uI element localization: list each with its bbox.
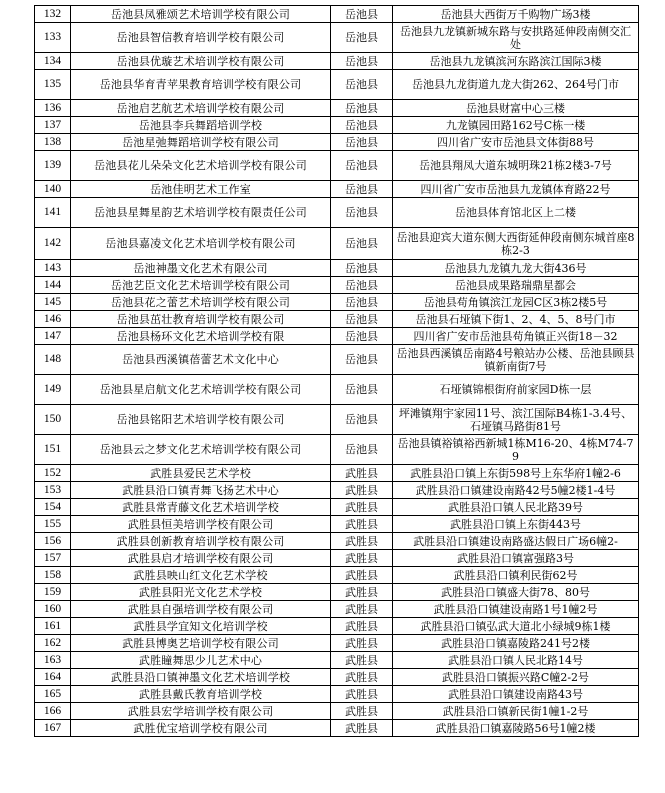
row-number: 139 (35, 151, 71, 181)
table-row (35, 198, 639, 228)
county-name: 岳池县 (331, 311, 393, 328)
row-number: 134 (35, 53, 71, 70)
row-number: 161 (35, 618, 71, 635)
institution-name: 岳池县西溪镇蓓蕾艺术文化中心 (71, 345, 331, 375)
row-number: 148 (35, 345, 71, 375)
address: 武胜县沿口镇弘武大道北小绿城9栋1楼 (393, 618, 639, 635)
row-number: 160 (35, 601, 71, 618)
address: 九龙镇园田路162号C栋一楼 (393, 117, 639, 134)
institution-name: 武胜优宝培训学校有限公司 (71, 720, 331, 737)
row-number: 156 (35, 533, 71, 550)
county-name: 武胜县 (331, 584, 393, 601)
institution-name: 岳池县凤雅颂艺术培训学校有限公司 (71, 6, 331, 23)
table-row (35, 277, 639, 294)
county-name: 岳池县 (331, 328, 393, 345)
institution-name: 武胜县映山红文化艺术学校 (71, 567, 331, 584)
institution-name: 岳池县嘉凌文化艺术培训学校有限公司 (71, 228, 331, 260)
table-row (35, 345, 639, 375)
county-name: 岳池县 (331, 435, 393, 465)
county-name: 岳池县 (331, 294, 393, 311)
institution-name: 武胜县沿口镇神墨文化艺术培训学校 (71, 669, 331, 686)
institution-name: 岳池县华育青苹果教育培训学校有限公司 (71, 70, 331, 100)
row-number: 166 (35, 703, 71, 720)
address: 四川省广安市岳池县九龙镇体育路22号 (393, 181, 639, 198)
table-row (35, 499, 639, 516)
institution-name: 岳池县铭阳艺术培训学校有限公司 (71, 405, 331, 435)
institution-name: 岳池艺臣文化艺术培训学校有限公司 (71, 277, 331, 294)
county-name: 岳池县 (331, 181, 393, 198)
row-number: 132 (35, 6, 71, 23)
row-number: 143 (35, 260, 71, 277)
table-row (35, 435, 639, 465)
table-row (35, 23, 639, 53)
institution-name: 岳池县花儿朵朵文化艺术培训学校有限公司 (71, 151, 331, 181)
row-number: 140 (35, 181, 71, 198)
county-name: 岳池县 (331, 277, 393, 294)
institution-name: 武胜县自强培训学校有限公司 (71, 601, 331, 618)
table-row (35, 294, 639, 311)
county-name: 武胜县 (331, 550, 393, 567)
county-name: 武胜县 (331, 465, 393, 482)
institution-name: 岳池县优璇艺术培训学校有限公司 (71, 53, 331, 70)
institution-name: 岳池启艺航艺术培训学校有限公司 (71, 100, 331, 117)
row-number: 158 (35, 567, 71, 584)
institution-name: 岳池县智信教育培训学校有限公司 (71, 23, 331, 53)
table-row (35, 181, 639, 198)
county-name: 岳池县 (331, 117, 393, 134)
table-row (35, 405, 639, 435)
row-number: 151 (35, 435, 71, 465)
county-name: 岳池县 (331, 345, 393, 375)
county-name: 武胜县 (331, 516, 393, 533)
county-name: 岳池县 (331, 228, 393, 260)
table-row (35, 703, 639, 720)
row-number: 157 (35, 550, 71, 567)
address: 岳池县迎宾大道东侧大西街延伸段南侧东城首座8栋2-3 (393, 228, 639, 260)
address: 岳池县九龙镇新城东路与安拱路延伸段南侧交汇处 (393, 23, 639, 53)
row-number: 162 (35, 635, 71, 652)
address: 岳池县西溪镇岳南路4号粮站办公楼、岳池县顾县镇新南街7号 (393, 345, 639, 375)
county-name: 武胜县 (331, 669, 393, 686)
table-row (35, 652, 639, 669)
county-name: 岳池县 (331, 70, 393, 100)
institution-name: 岳池县茁壮教育培训学校有限公司 (71, 311, 331, 328)
table-row (35, 601, 639, 618)
institution-name: 武胜县启才培训学校有限公司 (71, 550, 331, 567)
institution-name: 武胜县恒美培训学校有限公司 (71, 516, 331, 533)
institution-name: 岳池县星启航文化艺术培训学校有限公司 (71, 375, 331, 405)
row-number: 144 (35, 277, 71, 294)
address: 武胜县沿口镇利民街62号 (393, 567, 639, 584)
row-number: 155 (35, 516, 71, 533)
row-number: 145 (35, 294, 71, 311)
table-row (35, 465, 639, 482)
address: 四川省广安市岳池县文体街88号 (393, 134, 639, 151)
institution-name: 武胜县创新教育培训学校有限公司 (71, 533, 331, 550)
county-name: 武胜县 (331, 499, 393, 516)
table-row (35, 516, 639, 533)
county-name: 武胜县 (331, 652, 393, 669)
table-row (35, 635, 639, 652)
table-row (35, 311, 639, 328)
county-name: 岳池县 (331, 6, 393, 23)
table-row (35, 482, 639, 499)
address: 岳池县体育馆北区上二楼 (393, 198, 639, 228)
address: 武胜县沿口镇人民北路39号 (393, 499, 639, 516)
institution-name: 武胜县戴氏教育培训学校 (71, 686, 331, 703)
address: 岳池县财富中心三楼 (393, 100, 639, 117)
institution-name: 武胜瞳舞思少儿艺术中心 (71, 652, 331, 669)
table-row (35, 260, 639, 277)
address: 武胜县沿口镇建设南路盛达假日广场6幢2- (393, 533, 639, 550)
table-row (35, 134, 639, 151)
table-row (35, 328, 639, 345)
county-name: 岳池县 (331, 198, 393, 228)
row-number: 137 (35, 117, 71, 134)
address: 武胜县沿口镇建设南路43号 (393, 686, 639, 703)
address: 武胜县沿口镇富强路3号 (393, 550, 639, 567)
table-row (35, 100, 639, 117)
address: 岳池县大西街万千购物广场3楼 (393, 6, 639, 23)
county-name: 武胜县 (331, 601, 393, 618)
address: 岳池县翔凤大道东城明珠21栋2楼3-7号 (393, 151, 639, 181)
table-row (35, 375, 639, 405)
table-body (35, 6, 639, 737)
address: 岳池县成果路瑞鼎星都会 (393, 277, 639, 294)
table-row (35, 228, 639, 260)
address: 武胜县沿口镇新民街1幢1-2号 (393, 703, 639, 720)
county-name: 岳池县 (331, 151, 393, 181)
row-number: 154 (35, 499, 71, 516)
address: 武胜县沿口镇人民北路14号 (393, 652, 639, 669)
address: 四川省广安市岳池县苟角镇正兴街18－32 (393, 328, 639, 345)
table-row (35, 117, 639, 134)
row-number: 138 (35, 134, 71, 151)
address: 岳池县苟角镇滨江龙园C区3栋2楼5号 (393, 294, 639, 311)
institution-name: 岳池神墨文化艺术有限公司 (71, 260, 331, 277)
county-name: 武胜县 (331, 618, 393, 635)
county-name: 武胜县 (331, 703, 393, 720)
county-name: 武胜县 (331, 686, 393, 703)
table-row (35, 151, 639, 181)
institution-name: 武胜县阳光文化艺术学校 (71, 584, 331, 601)
institution-name: 武胜县学宜知文化培训学校 (71, 618, 331, 635)
row-number: 159 (35, 584, 71, 601)
address: 坪滩镇翔宇家园11号、滨江国际B4栋1-3.4号、石垭镇马路街81号 (393, 405, 639, 435)
row-number: 136 (35, 100, 71, 117)
institution-name: 岳池县星舞星韵艺术培训学校有限责任公司 (71, 198, 331, 228)
row-number: 150 (35, 405, 71, 435)
address: 石垭镇锦根街府前家园D栋一层 (393, 375, 639, 405)
row-number: 135 (35, 70, 71, 100)
row-number: 165 (35, 686, 71, 703)
row-number: 146 (35, 311, 71, 328)
county-name: 武胜县 (331, 720, 393, 737)
address: 武胜县沿口镇盛大街78、80号 (393, 584, 639, 601)
county-name: 岳池县 (331, 134, 393, 151)
address: 岳池县镇裕镇裕西新城1栋M16-20、4栋M74-79 (393, 435, 639, 465)
row-number: 167 (35, 720, 71, 737)
county-name: 武胜县 (331, 567, 393, 584)
institution-name: 岳池星弛舞蹈培训学校有限公司 (71, 134, 331, 151)
county-name: 岳池县 (331, 405, 393, 435)
institution-name: 武胜县沿口镇青舞飞扬艺术中心 (71, 482, 331, 499)
institution-name: 武胜县博奥艺培训学校有限公司 (71, 635, 331, 652)
county-name: 岳池县 (331, 53, 393, 70)
address: 武胜县沿口镇建设南路42号5幢2楼1-4号 (393, 482, 639, 499)
row-number: 163 (35, 652, 71, 669)
institution-name: 岳池县云之梦文化艺术培训学校有限公司 (71, 435, 331, 465)
county-name: 岳池县 (331, 100, 393, 117)
address: 武胜县沿口镇建设南路1号1幢2号 (393, 601, 639, 618)
address: 武胜县沿口镇上东街598号上东华府1幢2-6 (393, 465, 639, 482)
row-number: 133 (35, 23, 71, 53)
table-row (35, 669, 639, 686)
institution-name: 岳池县花之蕾艺术培训学校有限公司 (71, 294, 331, 311)
table-row (35, 567, 639, 584)
address: 岳池县九龙街道九龙大街262、264号门市 (393, 70, 639, 100)
county-name: 岳池县 (331, 23, 393, 53)
address: 武胜县沿口镇上东街443号 (393, 516, 639, 533)
row-number: 153 (35, 482, 71, 499)
table-row (35, 53, 639, 70)
row-number: 152 (35, 465, 71, 482)
county-name: 岳池县 (331, 260, 393, 277)
address: 武胜县沿口镇嘉陵路56号1幢2楼 (393, 720, 639, 737)
table-row (35, 618, 639, 635)
institution-name: 岳池县李兵舞蹈培训学校 (71, 117, 331, 134)
row-number: 141 (35, 198, 71, 228)
county-name: 武胜县 (331, 482, 393, 499)
institution-name: 武胜县爱民艺术学校 (71, 465, 331, 482)
institution-name: 武胜县宏学培训学校有限公司 (71, 703, 331, 720)
row-number: 142 (35, 228, 71, 260)
row-number: 147 (35, 328, 71, 345)
address: 岳池县九龙镇滨河东路滨江国际3楼 (393, 53, 639, 70)
table-row (35, 70, 639, 100)
address: 武胜县沿口镇嘉陵路241号2楼 (393, 635, 639, 652)
address: 岳池县九龙镇九龙大街436号 (393, 260, 639, 277)
row-number: 164 (35, 669, 71, 686)
table-row (35, 6, 639, 23)
table-row (35, 584, 639, 601)
address: 武胜县沿口镇振兴路C幢2-2号 (393, 669, 639, 686)
table-row (35, 533, 639, 550)
county-name: 武胜县 (331, 533, 393, 550)
table-row (35, 550, 639, 567)
row-number: 149 (35, 375, 71, 405)
institution-name: 岳池佳明艺术工作室 (71, 181, 331, 198)
training-institution-table (34, 5, 639, 737)
table-row (35, 720, 639, 737)
table-row (35, 686, 639, 703)
institution-name: 岳池县杨环文化艺术培训学校有限 (71, 328, 331, 345)
institution-name: 武胜县常青藤文化艺术培训学校 (71, 499, 331, 516)
county-name: 武胜县 (331, 635, 393, 652)
address: 岳池县石垭镇下街1、2、4、5、8号门市 (393, 311, 639, 328)
county-name: 岳池县 (331, 375, 393, 405)
